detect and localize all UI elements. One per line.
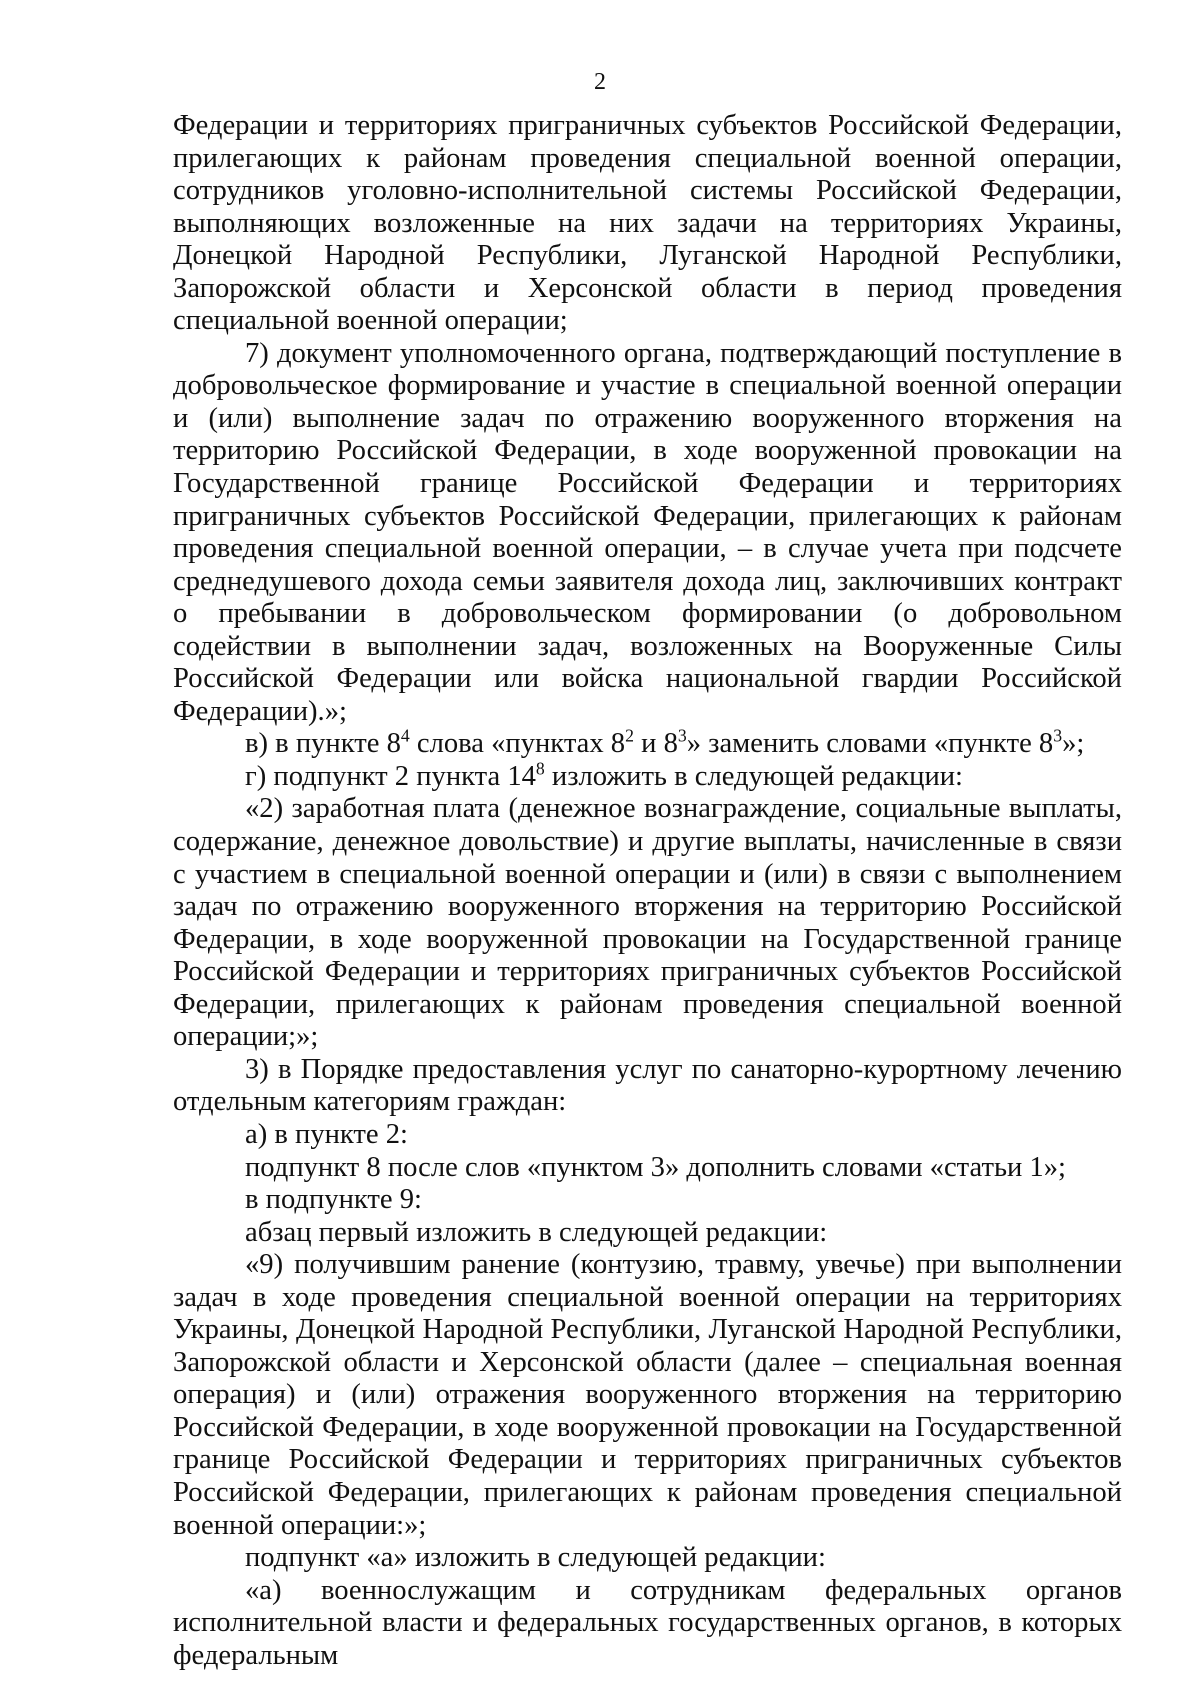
paragraph-quote-2: «2) заработная плата (денежное вознаграждение, социальные выплаты, содержание, денежное довольствие) и другие выплаты, начисленные в связи с участием в специальной военной операции и (или) в связи с выполнением задач по отражению вооруженного вторжения на территорию Российской Федерации, в ходе вооруженной провокации на Государственной границе Российской Федерации и территориях приграничных субъектов Российской Федерации, прилегающих к районам проведения специальной военной операции;»; <box>173 793 1122 1053</box>
paragraph-quote-a: «а) военнослужащим и сотрудникам федеральных органов исполнительной власти и федеральных государственных органов, в которых федеральным <box>173 1574 1122 1671</box>
superscript: 2 <box>625 725 634 746</box>
page-number: 2 <box>594 69 606 95</box>
superscript: 8 <box>535 758 545 779</box>
text-run: » заменить словами «пункте 8 <box>686 728 1054 760</box>
paragraph-subitem-a: подпункт «а» изложить в следующей редакции: <box>245 1542 826 1574</box>
superscript: 3 <box>1053 725 1063 746</box>
paragraph-quote-9: «9) получившим ранение (контузию, травму, увечье) при выполнении задач в ходе проведения специальной военной операции на территориях Украины, Донецкой Народной Республики, Луганской Народной Республики, Запорожской области и Херсонской области (далее – специальная военная операция) и (или) отражения вооруженного вторжения на территорию Российской Федерации, в ходе вооруженной провокации на Государственной границе Российской Федерации и территориях приграничных субъектов Российской Федерации, прилегающих к районам проведения специальной военной операции:»; <box>173 1249 1122 1541</box>
paragraph-first-para: абзац первый изложить в следующей редакции: <box>245 1216 828 1248</box>
text-run: в) в пункте 8 <box>245 728 401 760</box>
text-run: г) подпункт 2 пункта 14 <box>245 760 536 792</box>
paragraph-item-7: 7) документ уполномоченного органа, подтверждающий поступление в добровольческое формирование и участие в специальной военной операции и (или) выполнение задач по отражению вооруженного вторжения на территорию Российской Федерации, в ходе вооруженной провокации на Государственной границе Российской Федерации и территориях приграничных субъектов Российской Федерации, прилегающих к районам проведения специальной военной операции, – в случае учета при подсчете среднедушевого дохода семьи заявителя дохода лиц, заключивших контракт о пребывании в добровольческом формировании (о добровольном содействии в выполнении задач, возложенных на Вооруженные Силы Российской Федерации или войска национальной гвардии Российской Федерации).»; <box>173 337 1122 727</box>
paragraph-subitem-9: в подпункте 9: <box>245 1184 422 1216</box>
text-run: и 8 <box>633 728 678 760</box>
paragraph-item-g <box>173 758 1122 794</box>
paragraph-continuation: Федерации и территориях приграничных субъектов Российской Федерации, прилегающих к районам проведения специальной военной операции, сотрудников уголовно-исполнительной системы Российской Федерации, выполняющих возложенные на них задачи на территориях Украины, Донецкой Народной Республики, Луганской Народной Республики, Запорожской области и Херсонской области в период проведения специальной военной операции; <box>173 110 1122 337</box>
paragraph-item-a: а) в пункте 2: <box>245 1118 409 1150</box>
text-run: слова «пунктах 8 <box>409 728 626 760</box>
superscript: 3 <box>677 725 687 746</box>
text-run: изложить в следующей редакции: <box>544 760 964 792</box>
superscript: 4 <box>400 725 410 746</box>
body-text <box>173 110 1122 1672</box>
paragraph-item-3: 3) в Порядке предоставления услуг по санаторно-курортному лечению отдельным категориям граждан: <box>173 1053 1122 1118</box>
text-run: »; <box>1062 728 1085 760</box>
paragraph-item-v <box>173 725 1122 761</box>
paragraph-subitem-8: подпункт 8 после слов «пунктом 3» дополнить словами «статьи 1»; <box>245 1151 1066 1183</box>
